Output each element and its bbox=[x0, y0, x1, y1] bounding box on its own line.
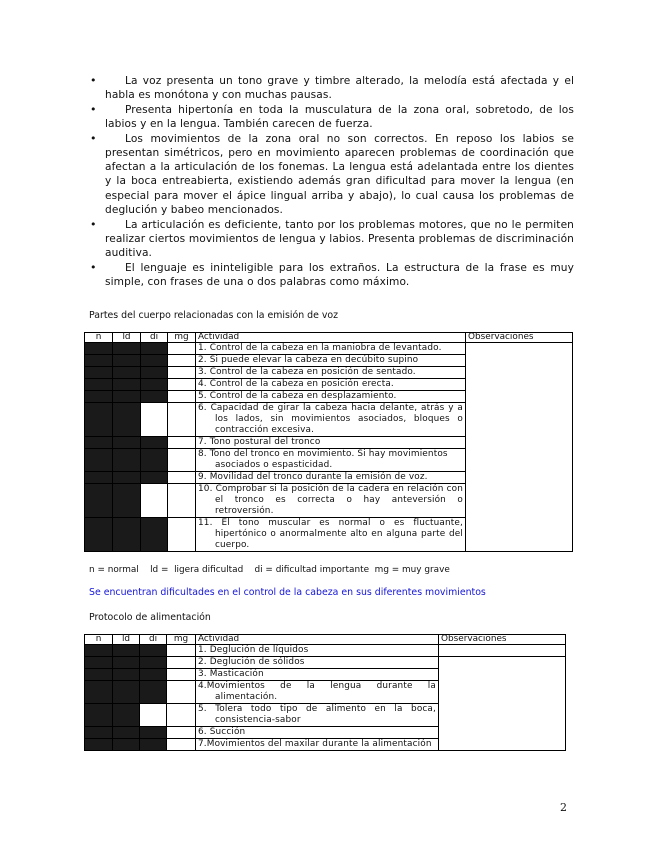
table2-caption: Protocolo de alimentación bbox=[89, 612, 211, 623]
bullet-icon: • bbox=[90, 217, 97, 231]
cell-di bbox=[140, 681, 167, 704]
cell-ld bbox=[113, 343, 141, 355]
cell-ld bbox=[113, 449, 141, 472]
cell-mg bbox=[168, 437, 196, 449]
cell-n bbox=[85, 657, 113, 669]
cell-n bbox=[85, 437, 113, 449]
cell-mg bbox=[167, 681, 196, 704]
cell-ld bbox=[113, 704, 140, 727]
activity-cell: 11. El tono muscular es normal o es fluctuante, hipertónico o anormalmente alto en alguna parte del cuerpo. bbox=[196, 518, 466, 552]
bullet-icon: • bbox=[90, 74, 97, 87]
activity-cell: 4.Movimientos de la lengua durante la alimentación. bbox=[196, 681, 439, 704]
col-header-n: n bbox=[85, 333, 113, 343]
page-number: 2 bbox=[560, 801, 567, 814]
cell-di bbox=[141, 379, 168, 391]
cell-mg bbox=[168, 367, 196, 379]
activity-cell: 2. Si puede elevar la cabeza en decúbito supino bbox=[196, 355, 466, 367]
cell-mg bbox=[167, 657, 196, 669]
bullet-item: • Presenta hipertonía en toda la musculatura de la zona oral, sobretodo, de los labios y en la lengua. También carecen de fuerza. bbox=[90, 102, 574, 131]
cell-n bbox=[85, 367, 113, 379]
activity-cell: 3. Control de la cabeza en posición de sentado. bbox=[196, 367, 466, 379]
cell-mg bbox=[168, 449, 196, 472]
findings-list bbox=[84, 74, 574, 290]
cell-n bbox=[85, 355, 113, 367]
cell-mg bbox=[167, 739, 196, 751]
cell-n bbox=[85, 379, 113, 391]
cell-di bbox=[141, 343, 168, 355]
activity-cell: 7.Movimientos del maxilar durante la alimentación bbox=[196, 739, 439, 751]
bullet-item: • El lenguaje es ininteligible para los extraños. La estructura de la frase es muy simple, con frases de una o dos palabras como máximo. bbox=[90, 260, 574, 288]
activity-cell: 1. Control de la cabeza en la maniobra de levantado. bbox=[196, 343, 466, 355]
cell-ld bbox=[113, 484, 141, 518]
cell-di bbox=[141, 449, 168, 472]
cell-di bbox=[141, 355, 168, 367]
voice-table bbox=[84, 332, 573, 552]
activity-cell: 3. Masticación bbox=[196, 669, 439, 681]
cell-di bbox=[141, 391, 168, 403]
cell-n bbox=[85, 484, 113, 518]
table-legend: n = normal ld = ligera dificultad di = dificultad importante mg = muy grave bbox=[89, 565, 450, 575]
cell-di bbox=[141, 437, 168, 449]
cell-mg bbox=[168, 379, 196, 391]
activity-cell: 7. Tono postural del tronco bbox=[196, 437, 466, 449]
cell-n bbox=[85, 681, 113, 704]
activity-cell: 6. Capacidad de girar la cabeza hacia delante, atrás y a los lados, sin movimientos asociados, bloques o contracción excesiva. bbox=[196, 403, 466, 437]
cell-mg bbox=[167, 704, 196, 727]
col-header-actividad: Actividad bbox=[196, 635, 439, 645]
activity-cell: 9. Movilidad del tronco durante la emisión de voz. bbox=[196, 472, 466, 484]
cell-mg bbox=[168, 518, 196, 552]
bullet-item: • La articulación es deficiente, tanto por los problemas motores, que no le permiten realizar ciertos movimientos de lengua y labios. Presenta problemas de discriminación auditiva. bbox=[90, 217, 574, 259]
cell-di bbox=[140, 669, 167, 681]
cell-n bbox=[85, 518, 113, 552]
cell-di bbox=[141, 484, 168, 518]
col-header-di: di bbox=[140, 635, 167, 645]
cell-n bbox=[85, 669, 113, 681]
col-header-n: n bbox=[85, 635, 113, 645]
cell-n bbox=[85, 391, 113, 403]
cell-ld bbox=[113, 367, 141, 379]
table-header-row bbox=[85, 635, 566, 645]
bullet-icon: • bbox=[90, 102, 97, 116]
cell-di bbox=[141, 472, 168, 484]
cell-di bbox=[140, 739, 167, 751]
cell-mg bbox=[168, 343, 196, 355]
table-header-row bbox=[85, 333, 573, 343]
col-header-di: di bbox=[141, 333, 168, 343]
cell-n bbox=[85, 343, 113, 355]
observations-cell bbox=[439, 645, 566, 657]
bullet-item: • Los movimientos de la zona oral no son correctos. En reposo los labios se presentan simétricos, pero en movimiento aparecen problemas de coordinación que afectan a la articulación de los fonemas. La lengua está adelantada entre los dientes y la boca entreabierta, existiendo además gran dificultad para mover la lengua (en especial para mover el ápice lingual arriba y abajo), lo cual causa los problemas de deglución y babeo mencionados. bbox=[90, 131, 574, 216]
cell-mg bbox=[168, 472, 196, 484]
cell-di bbox=[141, 367, 168, 379]
cell-di bbox=[140, 657, 167, 669]
cell-mg bbox=[167, 727, 196, 739]
cell-n bbox=[85, 727, 113, 739]
table-row bbox=[85, 343, 573, 355]
col-header-mg: mg bbox=[167, 635, 196, 645]
cell-mg bbox=[168, 391, 196, 403]
cell-n bbox=[85, 704, 113, 727]
activity-cell: 2. Deglución de sólidos bbox=[196, 657, 439, 669]
cell-n bbox=[85, 403, 113, 437]
cell-n bbox=[85, 739, 113, 751]
cell-ld bbox=[113, 403, 141, 437]
cell-mg bbox=[168, 484, 196, 518]
col-header-observaciones: Observaciones bbox=[466, 333, 573, 343]
activity-cell: 5. Tolera todo tipo de alimento en la boca, consistencia-sabor bbox=[196, 704, 439, 727]
cell-mg bbox=[168, 403, 196, 437]
col-header-actividad: Actividad bbox=[196, 333, 466, 343]
cell-mg bbox=[167, 669, 196, 681]
observations-cell bbox=[439, 657, 566, 751]
cell-ld bbox=[113, 518, 141, 552]
cell-n bbox=[85, 645, 113, 657]
col-header-mg: mg bbox=[168, 333, 196, 343]
cell-di bbox=[140, 727, 167, 739]
cell-di bbox=[140, 704, 167, 727]
finding-note: Se encuentran dificultades en el control de la cabeza en sus diferentes movimientos bbox=[89, 587, 486, 598]
cell-ld bbox=[113, 681, 140, 704]
activity-cell: 8. Tono del tronco en movimiento. Si hay movimientos asociados o espasticidad. bbox=[196, 449, 466, 472]
cell-di bbox=[141, 518, 168, 552]
table-row bbox=[85, 645, 566, 657]
table-row bbox=[85, 657, 566, 669]
cell-ld bbox=[113, 739, 140, 751]
cell-ld bbox=[113, 437, 141, 449]
activity-cell: 4. Control de la cabeza en posición erecta. bbox=[196, 379, 466, 391]
cell-ld bbox=[113, 379, 141, 391]
observations-cell bbox=[466, 343, 573, 552]
bullet-item: • La voz presenta un tono grave y timbre alterado, la melodía está afectada y el habla es monótona y con muchas pausas. bbox=[90, 74, 574, 102]
cell-ld bbox=[113, 727, 140, 739]
col-header-observaciones: Observaciones bbox=[439, 635, 566, 645]
col-header-ld: ld bbox=[113, 635, 140, 645]
cell-mg bbox=[167, 645, 196, 657]
cell-ld bbox=[113, 669, 140, 681]
cell-ld bbox=[113, 355, 141, 367]
activity-cell: 10. Comprobar si la posición de la cadera en relación con el tronco es correcta o hay anteversión o retroversión. bbox=[196, 484, 466, 518]
cell-n bbox=[85, 449, 113, 472]
col-header-ld: ld bbox=[113, 333, 141, 343]
cell-mg bbox=[168, 355, 196, 367]
cell-di bbox=[141, 403, 168, 437]
cell-di bbox=[140, 645, 167, 657]
cell-ld bbox=[113, 657, 140, 669]
cell-n bbox=[85, 472, 113, 484]
activity-cell: 1. Deglución de líquidos bbox=[196, 645, 439, 657]
bullet-icon: • bbox=[90, 131, 97, 145]
cell-ld bbox=[113, 645, 140, 657]
table1-caption: Partes del cuerpo relacionadas con la emisión de voz bbox=[89, 310, 339, 321]
feeding-table bbox=[84, 634, 566, 751]
activity-cell: 6. Succión bbox=[196, 727, 439, 739]
cell-ld bbox=[113, 472, 141, 484]
bullet-icon: • bbox=[90, 260, 97, 274]
activity-cell: 5. Control de la cabeza en desplazamiento. bbox=[196, 391, 466, 403]
cell-ld bbox=[113, 391, 141, 403]
